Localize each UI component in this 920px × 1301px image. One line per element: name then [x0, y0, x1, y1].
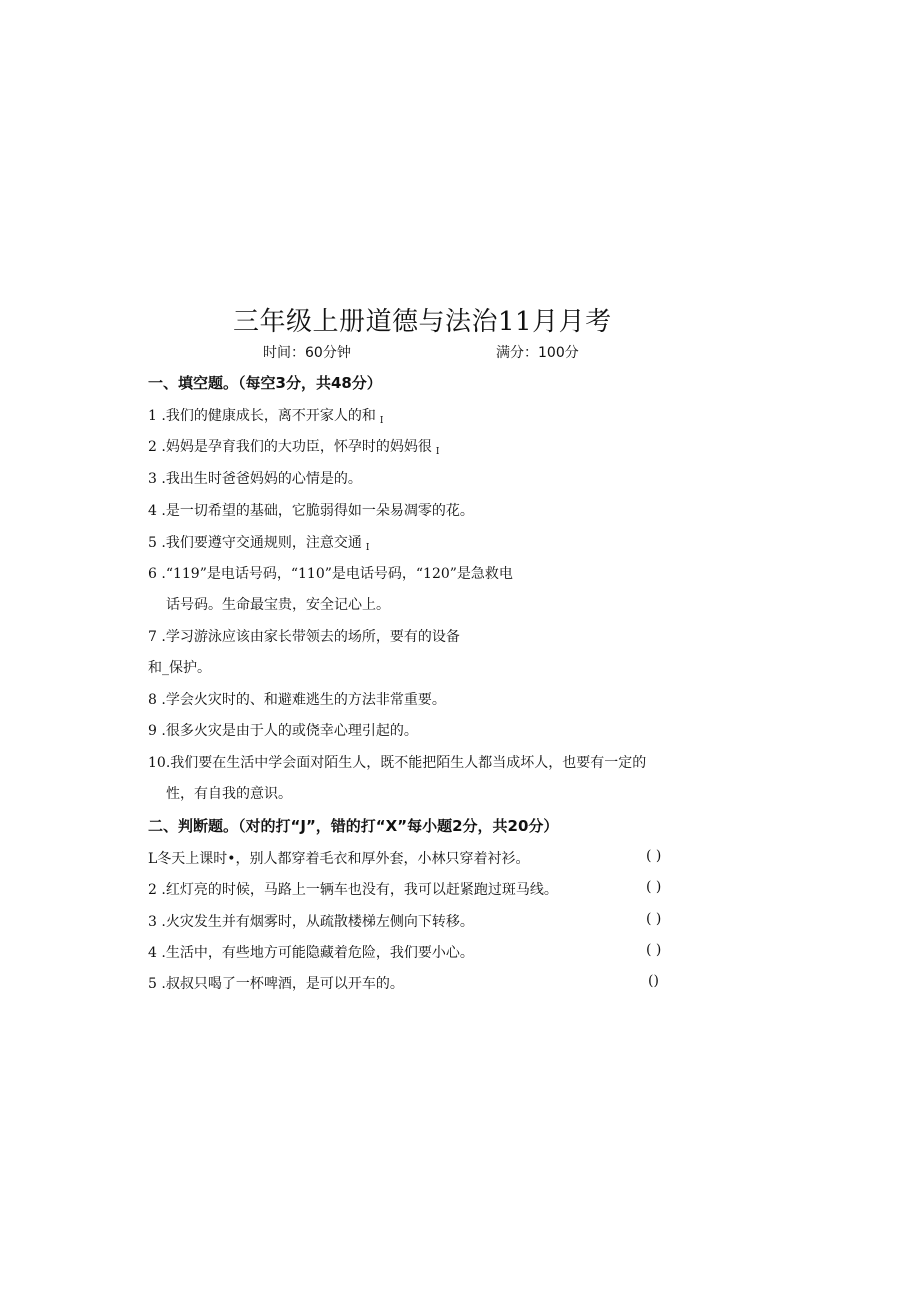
fill-item-6-cont: 话号码。生命最宝贵，安全记心上。	[166, 597, 390, 613]
fill-item-7	[148, 626, 460, 646]
item-text: 冬天上课时•，别人都穿着毛衣和厚外套，小林只穿着衬衫。	[157, 851, 530, 867]
item-text: .很多火灾是由于人的或侥幸心理引起的。	[161, 723, 418, 739]
fill-item-1	[148, 405, 383, 426]
item-text: .火灾发生并有烟雾时，从疏散楼梯左侧向下转移。	[161, 914, 474, 930]
blank-mark: I	[379, 416, 384, 426]
judge-item-3	[148, 911, 474, 931]
item-number: 1	[148, 408, 157, 424]
section2-heading: 二、判断题。（对的打“J”，错的打“X”每小题2分，共20分）	[148, 817, 559, 835]
item-text: .妈妈是孕育我们的大功臣，怀孕时的妈妈很	[161, 439, 432, 455]
fill-item-4	[148, 500, 474, 520]
blank-mark: I	[435, 447, 440, 457]
fill-item-5	[148, 532, 369, 553]
fill-item-2	[148, 436, 439, 457]
answer-parens[interactable]: ()	[648, 973, 659, 989]
fill-item-8	[148, 689, 446, 709]
item-number: 3	[148, 471, 157, 487]
fill-item-10	[148, 752, 646, 772]
item-text: .叔叔只喝了一杯啤酒，是可以开车的。	[161, 976, 404, 992]
item-text: .我们的健康成长，离不开家人的和	[161, 408, 376, 424]
judge-item-5	[148, 973, 404, 993]
item-text: .红灯亮的时候，马路上一辆车也没有，我可以赶紧跑过斑马线。	[161, 882, 558, 898]
answer-parens[interactable]: ( )	[646, 942, 662, 958]
fill-item-9	[148, 720, 418, 740]
item-number: 8	[148, 692, 157, 708]
item-number: 7	[148, 629, 157, 645]
item-number: 9	[148, 723, 157, 739]
answer-parens[interactable]: ( )	[646, 879, 662, 895]
item-text: .我出生时爸爸妈妈的心情是的。	[161, 471, 362, 487]
item-text: .是一切希望的基础，它脆弱得如一朵易凋零的花。	[161, 503, 474, 519]
score-label: 满分：100分	[496, 345, 579, 361]
item-number: 5	[148, 976, 157, 992]
fill-item-6	[148, 563, 513, 583]
fill-item-3	[148, 468, 362, 488]
item-number: L	[148, 851, 158, 867]
blank-mark: I	[365, 543, 370, 553]
item-number: 5	[148, 535, 157, 551]
item-number: 2	[148, 882, 157, 898]
answer-parens[interactable]: ( )	[646, 848, 662, 864]
time-label: 时间：60分钟	[263, 345, 351, 361]
exam-title: 三年级上册道德与法治11月月考	[233, 307, 612, 337]
answer-parens[interactable]: ( )	[646, 911, 662, 927]
item-text: .学习游泳应该由家长带领去的场所，要有的设备	[161, 629, 460, 645]
item-number: 2	[148, 439, 157, 455]
fill-item-10-cont: 性，有自我的意识。	[166, 786, 292, 802]
judge-item-2	[148, 879, 558, 899]
item-number: 6	[148, 566, 157, 582]
item-number: 3	[148, 914, 157, 930]
item-text: .生活中，有些地方可能隐藏着危险，我们要小心。	[161, 945, 474, 961]
judge-item-1	[148, 848, 530, 868]
item-number: 4	[148, 503, 157, 519]
item-number: 4	[148, 945, 157, 961]
fill-item-7-cont: 和_保护。	[148, 660, 211, 676]
item-text: .“119”是电话号码，“110”是电话号码，“120”是急救电	[161, 566, 513, 582]
item-text: .我们要遵守交通规则，注意交通	[161, 535, 362, 551]
judge-item-4	[148, 942, 474, 962]
item-number: 10.	[148, 755, 171, 771]
item-text: .学会火灾时的、和避难逃生的方法非常重要。	[161, 692, 446, 708]
section1-heading: 一、填空题。（每空3分，共48分）	[148, 374, 382, 392]
item-text: 我们要在生活中学会面对陌生人，既不能把陌生人都当成坏人，也要有一定的	[170, 755, 647, 771]
